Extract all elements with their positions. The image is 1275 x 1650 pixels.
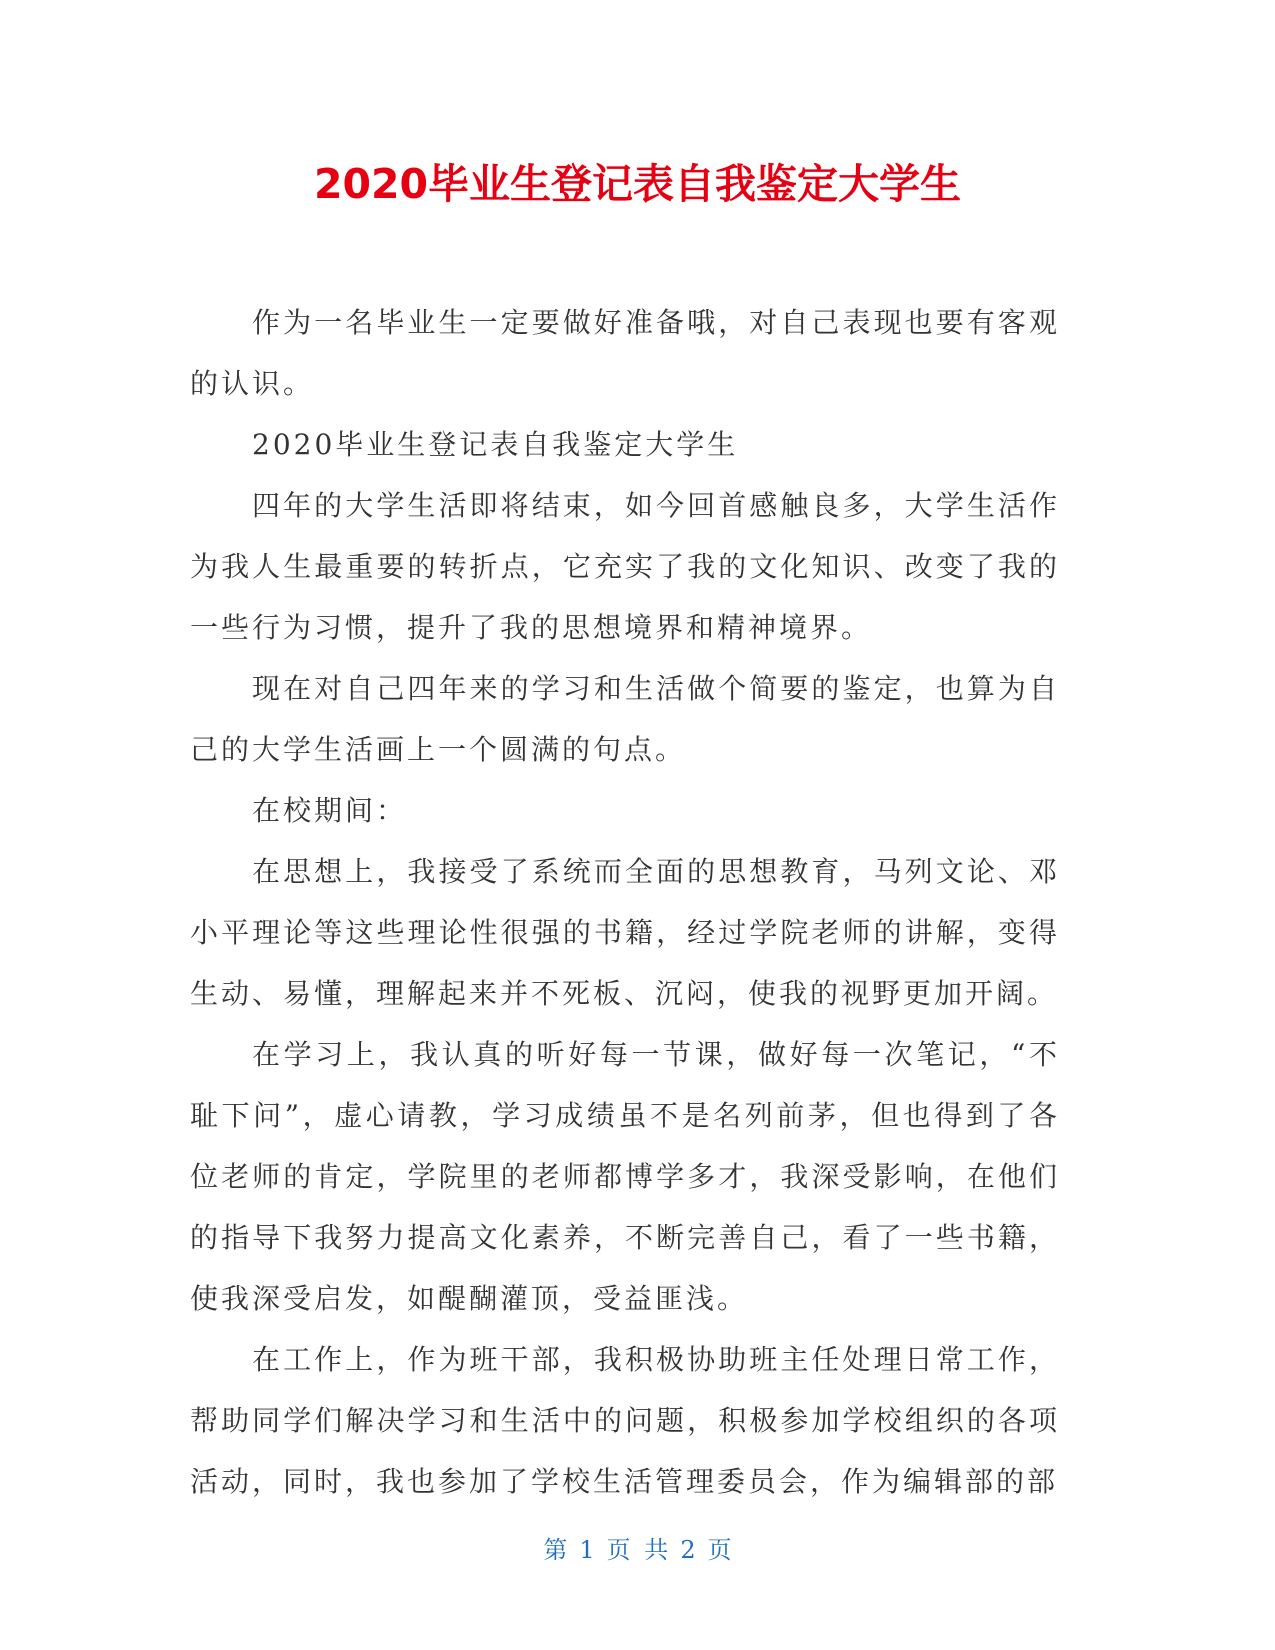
page-current: 1: [579, 1536, 595, 1564]
paragraph-subtitle: 2020毕业生登记表自我鉴定大学生: [252, 428, 739, 461]
paragraph-intro: 作为一名毕业生一定要做好准备哦，对自己表现也要有客观的认识。: [190, 306, 1060, 400]
paragraph-summary: 四年的大学生活即将结束，如今回首感触良多，大学生活作为我人生最重要的转折点，它充实了我的文化知识、改变了我的一些行为习惯，提升了我的思想境界和精神境界。: [190, 489, 1060, 644]
document-title: 2020毕业生登记表自我鉴定大学生: [313, 160, 962, 208]
page-label-suffix: 页: [707, 1536, 732, 1564]
page-label-middle: 页 共: [606, 1536, 669, 1564]
page-footer: [0, 1534, 1275, 1566]
paragraph-thought: 在思想上，我接受了系统而全面的思想教育，马列文论、邓小平理论等这些理论性很强的书籍，经过学院老师的讲解，变得生动、易懂，理解起来并不死板、沉闷，使我的视野更加开阔。: [190, 855, 1060, 1010]
document-body: [190, 292, 1060, 1512]
paragraph-review: 现在对自己四年来的学习和生活做个简要的鉴定，也算为自己的大学生活画上一个圆满的句点。: [190, 672, 1060, 766]
paragraph-school-period: 在校期间：: [252, 794, 408, 827]
paragraph-study: 在学习上，我认真的听好每一节课，做好每一次笔记，“不耻下问”，虚心请教，学习成绩虽不是名列前茅，但也得到了各位老师的肯定，学院里的老师都博学多才，我深受影响，在他们的指导下我努力提高文化素养，不断完善自己，看了一些书籍，使我深受启发，如醍醐灌顶，受益匪浅。: [190, 1038, 1060, 1315]
page-total: 2: [680, 1536, 696, 1564]
paragraph-work: 在工作上，作为班干部，我积极协助班主任处理日常工作，帮助同学们解决学习和生活中的问题，积极参加学校组织的各项活动，同时，我也参加了学校生活管理委员会，作为编辑部的部: [190, 1343, 1060, 1498]
page-label-prefix: 第: [543, 1536, 568, 1564]
